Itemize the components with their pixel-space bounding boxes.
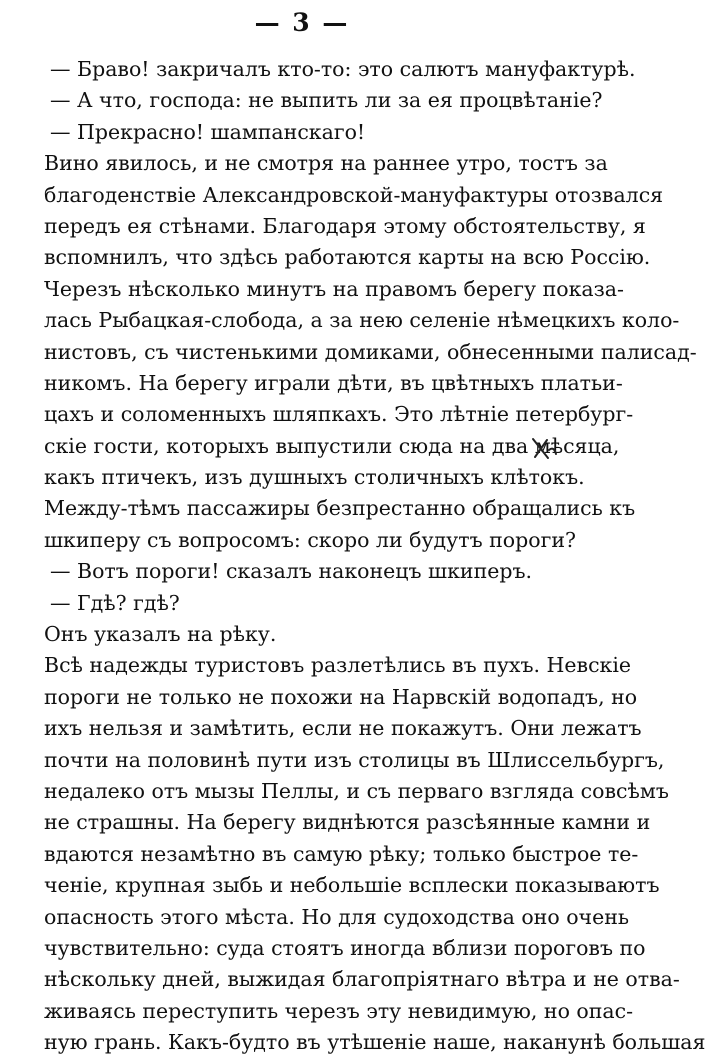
text-line: чувствительно: суда стоятъ иногда вблизи пороговъ по: [44, 935, 646, 960]
text-line: цахъ и соломенныхъ шляпкахъ. Это лѣтніе петербург-: [44, 402, 634, 427]
page-body: [44, 54, 705, 1059]
text-line: почти на половинѣ пути изъ столицы въ Шлиссельбургъ,: [44, 747, 665, 772]
text-line: лась Рыбацкая-слобода, а за нею селеніе нѣмецкихъ коло-: [44, 308, 680, 333]
page-number: — 3 —: [254, 8, 350, 37]
text-line: Онъ указалъ на рѣку.: [44, 622, 277, 647]
text-line: — А что, господа: не выпить ли за ея процвѣтаніе?: [50, 88, 603, 113]
text-line: недалеко отъ мызы Пеллы, и съ перваго взгляда совсѣмъ: [44, 778, 669, 803]
text-line: шкиперу съ вопросомъ: скоро ли будутъ пороги?: [44, 527, 576, 552]
text-line: — Вотъ пороги! сказалъ наконецъ шкиперъ.: [50, 559, 533, 584]
text-line: ную грань. Какъ-будто въ утѣшеніе наше, наканунѣ большая: [44, 1030, 705, 1055]
text-line: благоденствіе Александровской-мануфактуры отозвался: [44, 182, 664, 207]
text-line: Вино явилось, и не смотря на раннее утро, тостъ за: [44, 151, 608, 176]
text-line: передъ ея стѣнами. Благодаря этому обстоятельству, я: [44, 213, 646, 238]
text-line: — Гдѣ? гдѣ?: [50, 590, 180, 615]
text-line: не страшны. На берегу виднѣются разсѣянные камни и: [44, 810, 651, 835]
text-line: — Браво! закричалъ кто-то: это салютъ мануфактурѣ.: [50, 57, 636, 81]
text-line: нистовъ, съ чистенькими домиками, обнесенными палисад-: [44, 339, 697, 364]
handwritten-mark-icon: [530, 436, 560, 462]
text-line: Черезъ нѣсколько минутъ на правомъ берегу показа-: [44, 276, 624, 301]
text-line: какъ птичекъ, изъ душныхъ столичныхъ клѣтокъ.: [44, 465, 585, 490]
text-line: Всѣ надежды туристовъ разлетѣлись въ пухъ. Невскіе: [44, 653, 632, 678]
text-line: живаясь переступить черезъ эту невидимую, но опас-: [44, 998, 634, 1023]
text-line: ченіе, крупная зыбь и небольшіе всплески показываютъ: [44, 873, 660, 898]
text-line: — Прекрасно! шампанскаго!: [50, 119, 366, 144]
text-line: нѣскольку дней, выжидая благопріятнаго вѣтра и не отва-: [44, 967, 680, 992]
text-line: ихъ нельзя и замѣтить, если не покажутъ. Они лежатъ: [44, 716, 642, 741]
text-line: вспомнилъ, что здѣсь работаются карты на всю Россію.: [44, 245, 651, 270]
text-line: вдаются незамѣтно въ самую рѣку; только быстрое те-: [44, 841, 639, 866]
text-line: опасность этого мѣста. Но для судоходства оно очень: [44, 904, 630, 929]
text-line: никомъ. На берегу играли дѣти, въ цвѣтныхъ платьи-: [44, 370, 623, 395]
text-line: Между-тѣмъ пассажиры безпрестанно обращались къ: [44, 496, 636, 521]
text-line: скіе гости, которыхъ выпустили сюда на два мѣсяца,: [44, 433, 620, 458]
text-line: пороги не только не похожи на Нарвскій водопадъ, но: [44, 684, 638, 709]
